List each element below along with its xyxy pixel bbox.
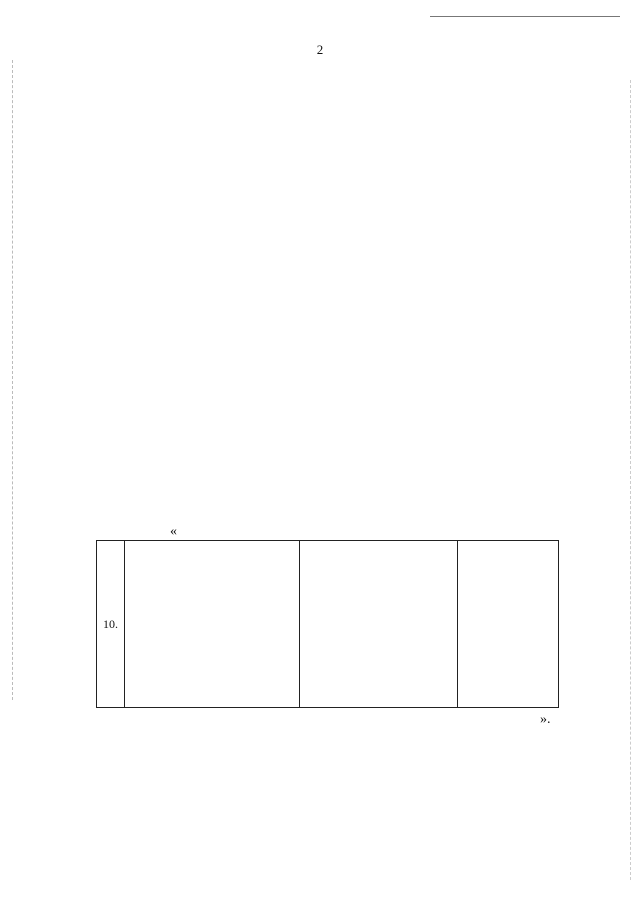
amendment-table xyxy=(96,540,559,708)
page-number: 2 xyxy=(316,42,324,57)
scan-artifact-left-edge xyxy=(12,60,14,700)
scan-artifact-line xyxy=(430,16,620,17)
table-open-quote: « xyxy=(170,524,177,539)
table-cell-condition xyxy=(458,541,559,708)
scan-artifact-right-edge xyxy=(630,80,632,880)
table-cell-amount xyxy=(300,541,458,708)
table-cell-description xyxy=(125,541,300,708)
table-row xyxy=(97,541,559,708)
table-close-quote: ». xyxy=(540,712,551,727)
table-cell-number: 10. xyxy=(97,541,125,708)
